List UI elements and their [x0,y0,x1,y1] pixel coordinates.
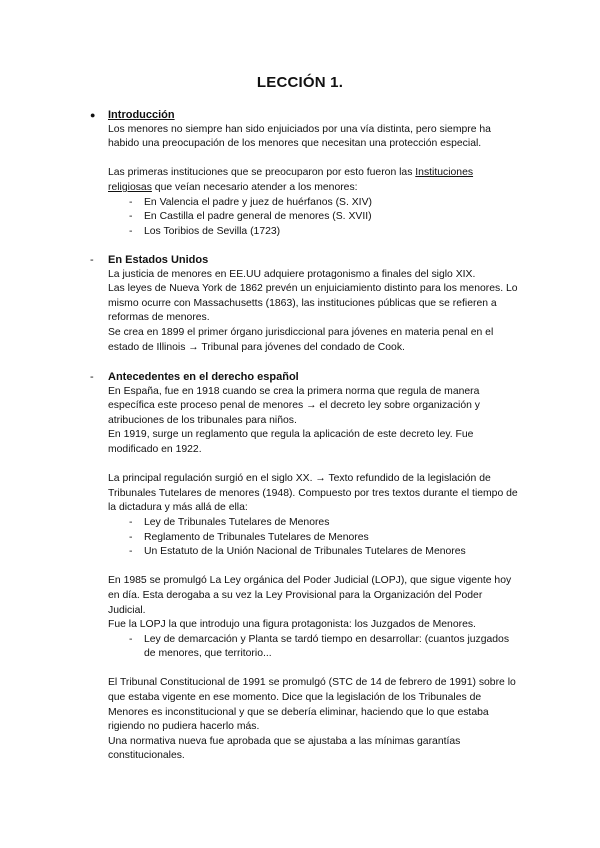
list-item: - Reglamento de Tribunales Tutelares de Menores [108,531,518,546]
paragraph: En España, fue en 1918 cuando se crea la primera norma que regula de manera específica este proceso penal de menores → el decreto ley sobre organización y atribuciones de los tribunales para niños. [108,385,480,426]
dash-list [108,633,518,662]
section-body [108,268,518,356]
section-body [108,123,518,240]
paragraph: En 1919, surge un reglamento que regula la aplicación de este decreto ley. Fue modificado en 1922. [108,429,474,455]
paragraph [108,166,518,195]
paragraph: En 1985 se promulgó La Ley orgánica del Poder Judicial (LOPJ), que sigue vigente hoy en día. Esta derogaba a su vez la Ley Provisional para la Organización del Poder Judicial. [108,575,512,616]
section-heading: En Estados Unidos [108,254,209,266]
underlined-term: Instituciones religiosas [108,167,474,193]
list-item: - Ley de demarcación y Planta se tardó tiempo en desarrollar: (cuantos juzgados de menores, que territorio... [108,633,518,662]
paragraph-text: Las primeras instituciones que se preocuparon por esto fueron las [108,167,416,179]
list-item: - En Valencia el padre y juez de huérfanos (S. XIV) [108,196,518,211]
paragraph: Una normativa nueva fue aprobada que se ajustaba a las mínimas garantías constitucionales. [108,735,461,762]
section-heading: Antecedentes en el derecho español [108,371,299,383]
paragraph: Las leyes de Nueva York de 1862 prevén un enjuiciamiento distinto para los menores. Lo mismo ocurre con Massachusetts (1863), las instituciones públicas que se refieren a reformas de menores. [108,283,518,324]
paragraph-text: que veían necesario atender a los menores: [151,181,358,193]
dash-marker: - [90,254,94,266]
paragraph: El Tribunal Constitucional de 1991 se promulgó (STC de 14 de febrero de 1991) sobre lo que estaba vigente en ese momento. Dice que la legislación de los Tribunales de Menores es inconstitucional y que se debería eliminar, haciendo que lo que estaba rigiendo no pudiera hacerlo más. [108,677,516,733]
dash-marker: - [90,371,94,383]
bullet-marker: ● [90,110,96,120]
paragraph: Fue la LOPJ la que introdujo una figura protagonista: los Juzgados de Menores. [108,619,476,631]
section-body [108,385,518,764]
paragraph: Los menores no siempre han sido enjuiciados por una vía distinta, pero siempre ha habido una preocupación de los menores que necesitan una protección especial. [108,123,491,150]
list-item: - En Castilla el padre general de menores (S. XVII) [108,210,518,225]
list-item: - Los Toribios de Sevilla (1723) [108,225,518,240]
paragraph: Se crea en 1899 el primer órgano jurisdiccional para jóvenes en materia penal en el estado de Illinois → Tribunal para jóvenes del condado de Cook. [108,326,494,353]
list-item: - Ley de Tribunales Tutelares de Menores [108,516,518,531]
page-title: LECCIÓN 1. [256,74,344,91]
paragraph: La justicia de menores en EE.UU adquiere protagonismo a finales del siglo XIX. [108,268,476,280]
dash-list [108,516,518,560]
list-item: - Un Estatuto de la Unión Nacional de Tribunales Tutelares de Menores [108,545,518,560]
dash-list [108,196,518,240]
section-heading: Introducción [108,109,175,121]
paragraph: La principal regulación surgió en el siglo XX. → Texto refundido de la legislación de Tribunales Tutelares de menores (1948). Compuesto por tres textos durante el tiempo de la dictadura y más allá de ella: [108,473,518,514]
